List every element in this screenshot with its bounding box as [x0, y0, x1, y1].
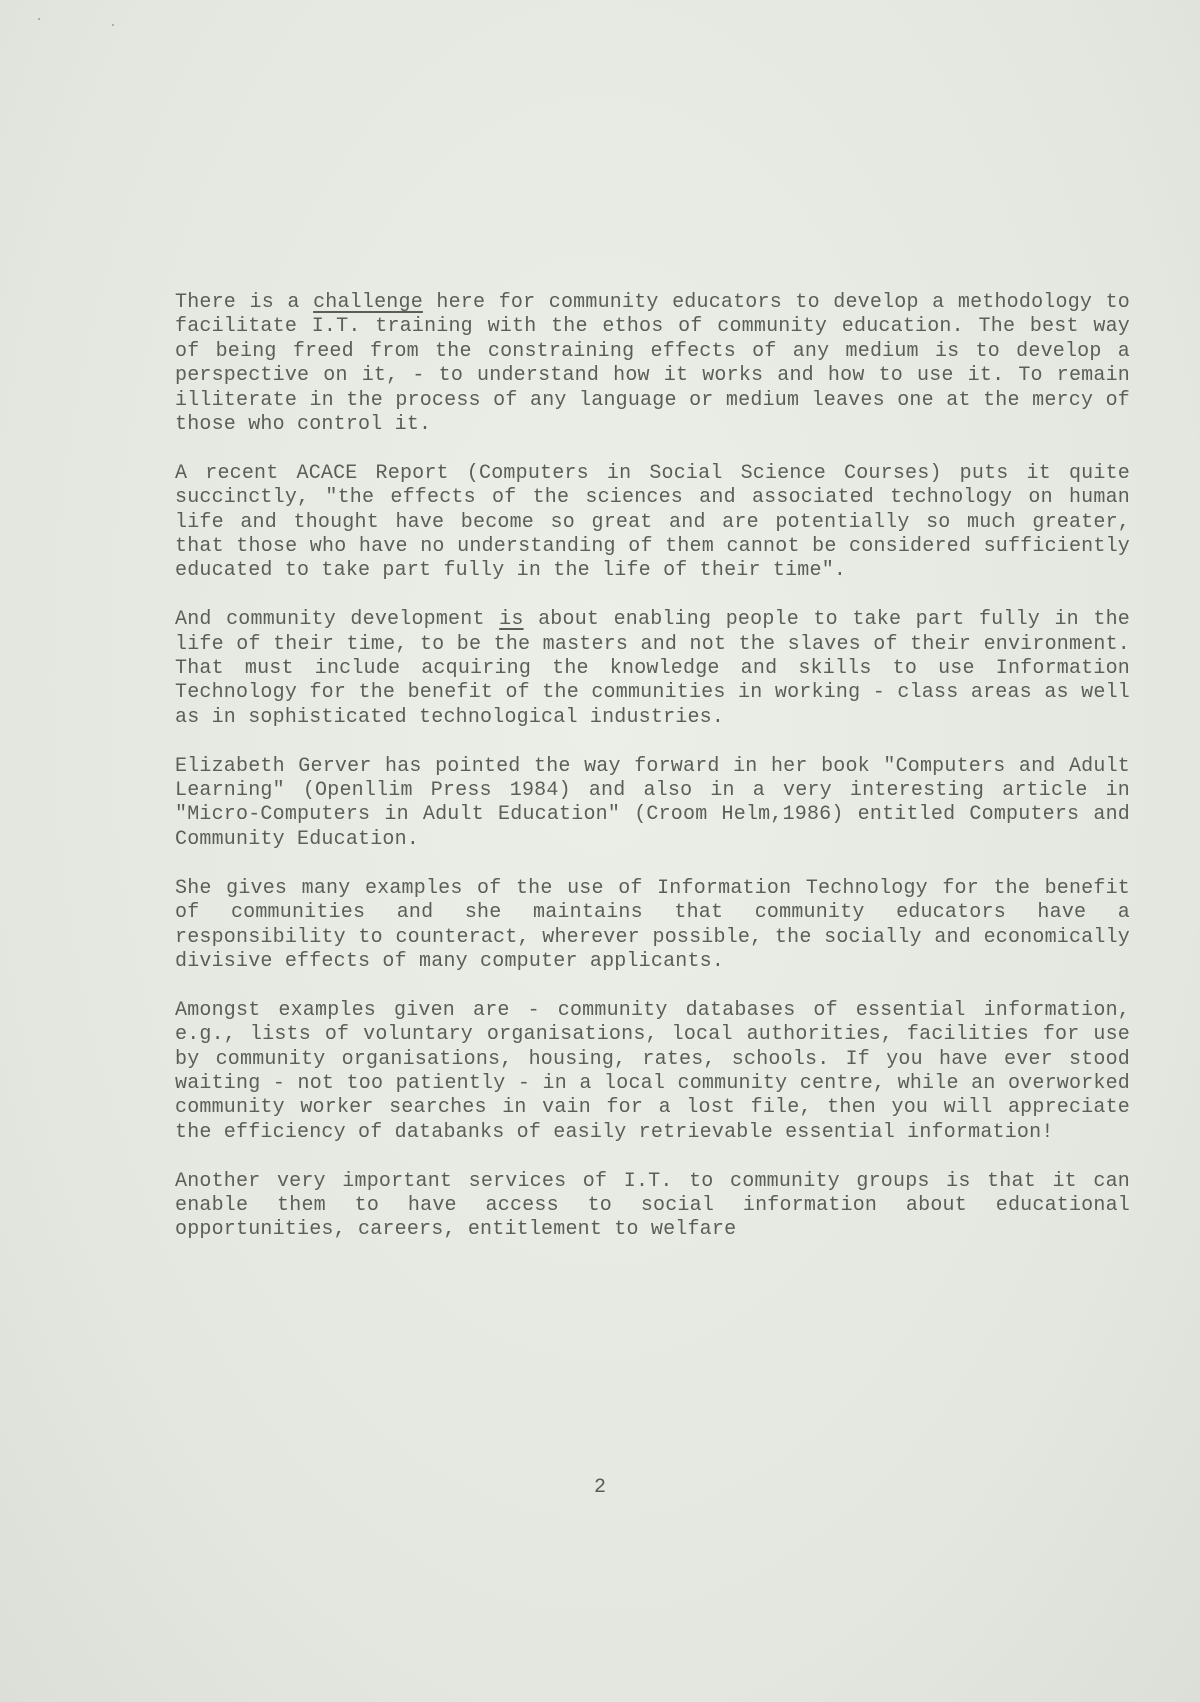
- paragraph-text: Amongst examples given are - community databases of essential information, e.g., lists of voluntary organisations, local authorities, facilities for use by community organisations, housing, rates, schools. If you have ever stood waiting - not too patiently - in a local community centre, while an overworked community worker searches in vain for a lost file, then you will appreciate the efficiency of databanks of easily retrievable essential information!: [175, 998, 1130, 1144]
- underlined-word: is: [499, 608, 524, 632]
- underlined-word: challenge: [313, 291, 423, 314]
- paragraph: [175, 462, 1130, 584]
- paper-speck: [112, 24, 114, 26]
- paragraph-text: Another very important services of I.T. to community groups is that it can enable them to have access to social information about educational opportunities, careers, entitlement to welfare: [175, 1169, 1130, 1242]
- paper-speck: [38, 18, 40, 20]
- body-text: [175, 291, 1130, 1267]
- paragraph: [175, 291, 1130, 437]
- paragraph-text: A recent ACACE Report (Computers in Social Science Courses) puts it quite succinctly, "the effects of the sciences and associated technology on human life and thought have become so great and are potentially so much greater, that those who have no understanding of them cannot be considered sufficiently educated to take part fully in the life of their time".: [175, 461, 1130, 583]
- paragraph: [175, 755, 1130, 853]
- paragraph: [175, 877, 1130, 975]
- paragraph: [175, 608, 1130, 730]
- page-number: 2: [593, 1476, 606, 1499]
- paragraph-text: There is a: [175, 291, 314, 314]
- paragraph-text: Elizabeth Gerver has pointed the way forward in her book "Computers and Adult Learning" (Openllim Press 1984) and also in a very interesting article in "Micro-Computers in Adult Education" (Croom Helm,1986) entitled Computers and Community Education.: [175, 754, 1130, 851]
- paragraph-text: about enabling people to take part fully in the life of their time, to be the masters and not the slaves of their environment. That must include acquiring the knowledge and skills to use Information Technology for the benefit of the communities in working - class areas as well as in sophisticated technological industries.: [175, 608, 1130, 729]
- paragraph-text: And community development: [175, 608, 500, 632]
- paragraph: [175, 999, 1130, 1145]
- paragraph-text: She gives many examples of the use of Information Technology for the benefit of communities and she maintains that community educators have a responsibility to counteract, wherever possible, the socially and economically divisive effects of many computer applicants.: [175, 876, 1130, 973]
- paragraph-text: here for community educators to develop a methodology to facilitate I.T. training with the ethos of community education. The best way of being freed from the constraining effects of any medium is to develop a perspective on it, - to understand how it works and how to use it. To remain illiterate in the process of any language or medium leaves one at the mercy of those who control it.: [175, 291, 1130, 437]
- paragraph: [175, 1170, 1130, 1243]
